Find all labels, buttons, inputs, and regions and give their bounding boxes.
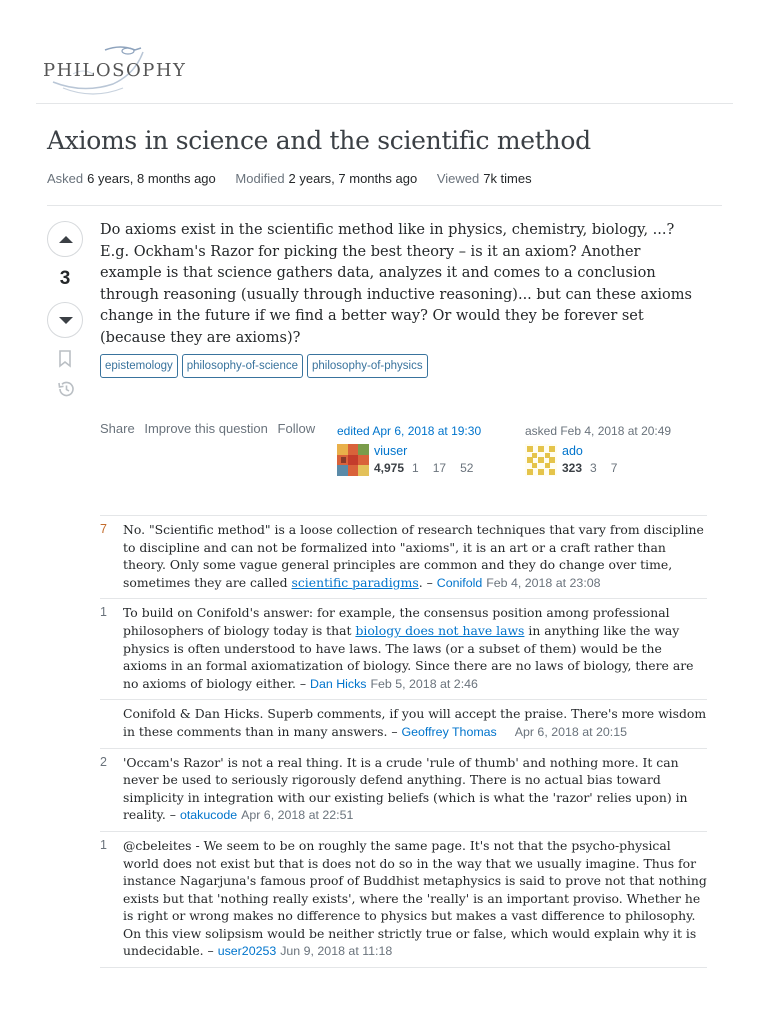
tag-philosophy-of-physics[interactable]: philosophy-of-physics — [307, 354, 428, 378]
comment — [100, 598, 707, 699]
comment-score: 7 — [100, 522, 107, 536]
comment-text: 'Occam's Razor' is not a real thing. It is a crude 'rule of thumb' and nothing more. It can never be used to seriously rigorously defend anything. There is no actual bias toward simplicity in integration with our existing beliefs (which is what the 'razor' relies upon) in reality. – otakucode Apr 6, 2018 at 22:51 — [123, 754, 688, 823]
bookmark-icon[interactable] — [58, 350, 72, 372]
comment-user[interactable]: Dan Hicks — [310, 676, 367, 691]
site-logo[interactable] — [43, 44, 187, 100]
editor-avatar[interactable] — [337, 444, 369, 476]
comment-user[interactable]: Geoffrey Thomas — [401, 724, 497, 739]
scientific-paradigms-link[interactable]: scientific paradigms — [291, 574, 419, 590]
comment-date[interactable]: Jun 9, 2018 at 11:18 — [280, 944, 393, 959]
modified-value[interactable]: 2 years, 7 months ago — [288, 171, 418, 186]
site-header — [0, 0, 768, 105]
asked-timestamp: asked Feb 4, 2018 at 20:49 — [525, 424, 672, 438]
improve-question-link[interactable]: Improve this question — [144, 421, 268, 436]
share-link[interactable]: Share — [100, 421, 135, 436]
tag-epistemology[interactable]: epistemology — [100, 354, 178, 378]
comment-text: Conifold & Dan Hicks. Superb comments, if you will accept the praise. There's more wisdom in these comments than in many answers. – Geoffrey Thomas Apr 6, 2018 at 20:15 — [123, 706, 707, 739]
comment-date[interactable]: Feb 4, 2018 at 23:08 — [486, 575, 601, 590]
post-menu — [100, 421, 321, 436]
biology-laws-link[interactable]: biology does not have laws — [355, 622, 525, 638]
modified-label: Modified — [235, 171, 285, 186]
tag-list — [100, 354, 428, 378]
comment — [100, 748, 707, 831]
viewed-value: 7k times — [483, 171, 532, 186]
asked-label: Asked — [47, 171, 84, 186]
asker-reputation: 323 3 7 — [562, 461, 618, 475]
downvote-button[interactable] — [47, 302, 83, 338]
comment-text: To build on Conifold's answer: for example, the consensus position among professional philosophers of biology today is that biology does not have laws in anything like the way physics is often understood to have laws. The laws (or a subset of them) would be the axioms in an formal axiomatization of biology. Since there are no laws of biology, there are no axioms of biology either. – Dan Hicks Feb 5, 2018 at 2:46 — [123, 605, 694, 691]
question-body: Do axioms exist in the scientific method like in physics, chemistry, biology, ...? E.g. Ockham's Razor for picking the best theory – is it an axiom? Another example is that science gathers data, analyzes it and comes to a conclusion through reasoning (usually through inductive reasoning)... but can these axioms change in the future if we find a better way? Or would they be forever set (because they are axioms)? — [100, 222, 692, 346]
vote-count: 3 — [59, 268, 71, 289]
history-icon[interactable] — [56, 379, 76, 403]
comment-user[interactable]: Conifold — [436, 575, 483, 590]
comment-user[interactable]: user20253 — [217, 944, 277, 959]
comment-score: 1 — [100, 605, 107, 620]
comment-user[interactable]: otakucode — [179, 808, 238, 823]
follow-link[interactable]: Follow — [277, 421, 316, 436]
comment-text: @cbeleites - We seem to be on roughly the same page. It's not that the psycho-physical world does not exist but that is does not do so in the way that we usually imagine. Thus for instance Nagarjuna's famous proof of Buddhist metaphysics is said to prove not that nothing exists but that 'nothing really exists', where the 'really' is an important proviso. Whether he is right or wrong makes no difference to physics but makes a vast difference to philosophy. On this view solipsism would be neither strictly true or false, which would explain why it is undecidable. – user20253 Jun 9, 2018 at 11:18 — [123, 837, 707, 959]
question-meta — [47, 171, 548, 186]
header-divider — [36, 103, 733, 104]
editor-username[interactable]: viuser — [374, 444, 408, 458]
asker-username[interactable]: ado — [562, 444, 583, 458]
comment — [100, 515, 707, 598]
comment-score: 1 — [100, 837, 107, 852]
tag-philosophy-of-science[interactable]: philosophy-of-science — [182, 354, 303, 378]
comment — [100, 699, 707, 747]
comment — [100, 831, 707, 968]
comment-text: No. "Scientific method" is a loose collection of research techniques that vary from discipline to discipline and can not be formalized into "axioms", it is an art or a craft rather than theory. Only some vague general principles are common and they do change over time, sometimes they are called scientific paradigms. – Conifold Feb 4, 2018 at 23:08 — [123, 522, 704, 590]
arrow-down-icon — [58, 314, 74, 326]
upvote-button[interactable] — [47, 221, 83, 257]
editor-signature — [337, 424, 482, 475]
comment-date[interactable]: Feb 5, 2018 at 2:46 — [370, 676, 478, 691]
comment-date[interactable]: Apr 6, 2018 at 22:51 — [241, 808, 354, 823]
asker-signature — [525, 424, 672, 475]
asker-avatar[interactable] — [525, 444, 557, 476]
arrow-up-icon — [58, 233, 74, 245]
logo-text: PHILOSOPHY — [43, 60, 187, 81]
editor-reputation: 4,975 1 17 52 — [374, 461, 474, 475]
comment-date[interactable]: Apr 6, 2018 at 20:15 — [514, 724, 627, 739]
viewed-label: Viewed — [436, 171, 480, 186]
comment-score: 2 — [100, 754, 107, 769]
title-divider — [47, 205, 722, 206]
edited-timestamp[interactable]: edited Apr 6, 2018 at 19:30 — [337, 424, 482, 438]
question-title[interactable]: Axioms in science and the scientific method — [47, 126, 591, 155]
asked-value: 6 years, 8 months ago — [87, 171, 216, 186]
comments-list — [100, 515, 707, 968]
